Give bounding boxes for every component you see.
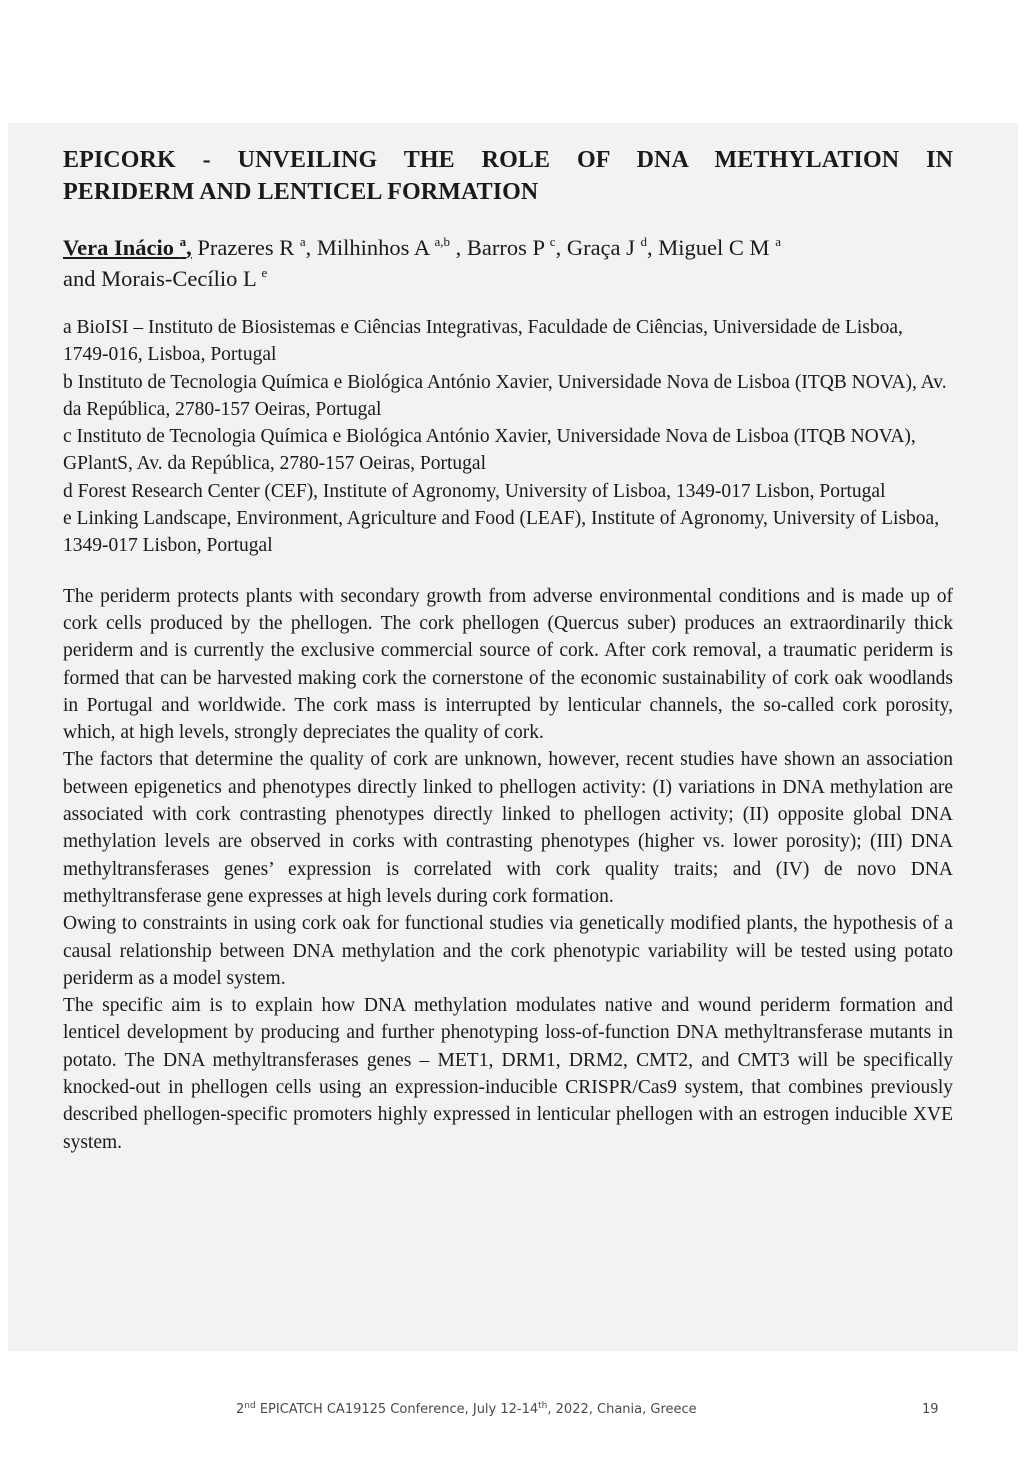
affiliation-c: c Instituto de Tecnologia Química e Biológica António Xavier, Universidade Nova de Lisboa (ITQB NOVA), GPlantS, Av. da República, 2780-157 Oeiras, Portugal — [63, 426, 916, 475]
author-separator: , — [647, 235, 659, 260]
author-separator: , — [555, 235, 567, 260]
conference-location: , 2022, Chania, Greece — [547, 1402, 697, 1417]
author-affiliation: c — [549, 234, 556, 249]
author-entry — [467, 235, 567, 260]
page-footer — [0, 1402, 1024, 1422]
paper-title — [63, 144, 953, 208]
author-affiliation: a — [299, 234, 306, 249]
author-entry — [658, 235, 781, 260]
affiliation-b: b Instituto de Tecnologia Química e Biológica António Xavier, Universidade Nova de Lisboa (ITQB NOVA), Av. da República, 2780-157 Oeiras, Portugal — [63, 371, 947, 420]
author-name: Barros P — [466, 235, 550, 260]
author-name: Graça J — [566, 235, 641, 260]
conference-info — [236, 1402, 697, 1417]
conference-name-dates: EPICATCH CA19125 Conference, July 12-14 — [255, 1402, 539, 1417]
conference-date-suffix: th — [538, 1401, 548, 1411]
last-author-name: and Morais-Cecílio L — [63, 266, 262, 291]
author-entry — [317, 235, 467, 260]
author-affiliation: a — [775, 234, 781, 249]
abstract-body — [63, 583, 953, 1156]
affiliation-d: d Forest Research Center (CEF), Institute of Agronomy, University of Lisboa, 1349-017 Lisbon, Portugal — [63, 480, 886, 502]
last-author-affiliation: e — [261, 265, 268, 280]
abstract-paragraph: Owing to constraints in using cork oak for functional studies via genetically modified plants, the hypothesis of a causal relationship between DNA methylation and the cork phenotypic variability will be tested using potato periderm as a model system. — [63, 913, 953, 989]
author-entry — [192, 235, 317, 260]
presenting-author-comma: , — [186, 235, 192, 260]
author-separator: , — [305, 235, 317, 260]
author-name: Miguel C M — [658, 235, 776, 260]
abstract-paragraph: The periderm protects plants with secondary growth from adverse environmental conditions and is made up of cork cells produced by the phellogen. The cork phellogen (Quercus suber) produces an extraordinarily thick periderm and is currently the exclusive commercial source of cork. After cork removal, a traumatic periderm is formed that can be harvested making cork the cornerstone of the economic sustainability of cork oak woodlands in Portugal and worldwide. The cork mass is interrupted by lenticular channels, the so-called cork porosity, which, at high levels, strongly depreciates the quality of cork. — [63, 585, 953, 744]
conference-edition: 2 — [236, 1402, 245, 1417]
conference-edition-suffix: nd — [244, 1401, 256, 1411]
affiliation-a: a BioISI – Instituto de Biosistemas e Ciências Integrativas, Faculdade de Ciências, Universidade de Lisboa, 1749-016, Lisboa, Portugal — [63, 317, 903, 366]
page-number: 19 — [922, 1402, 939, 1417]
presenting-author-name: Vera Inácio — [63, 235, 175, 260]
abstract-content — [63, 144, 953, 1156]
author-entry — [567, 235, 658, 260]
presenting-author — [63, 235, 192, 260]
last-author — [63, 266, 267, 291]
author-affiliation: d — [640, 234, 648, 249]
affiliations — [63, 314, 953, 560]
author-name: Prazeres R — [191, 235, 300, 260]
abstract-paragraph: The specific aim is to explain how DNA methylation modulates native and wound periderm formation and lenticel development by producing and further phenotyping loss-of-function DNA methyltransferase mutants in potato. The DNA methyltransferases genes – MET1, DRM1, DRM2, CMT2, and CMT3 will be specifically knocked-out in phellogen cells using an expression-inducible CRISPR/Cas9 system, that combines previously described phellogen-specific promoters highly expressed in lenticular phellogen with an estrogen inducible XVE system. — [63, 995, 953, 1153]
author-list — [63, 232, 953, 294]
title-line-2: PERIDERM AND LENTICEL FORMATION — [63, 179, 539, 205]
author-affiliation: a,b — [434, 234, 450, 249]
abstract-paragraph: The factors that determine the quality of cork are unknown, however, recent studies have shown an association between epigenetics and phenotypes directly linked to phellogen activity: (I) variations in DNA methylation are associated with cork contrasting phenotypes directly linked to phellogen activity; (II) opposite global DNA methylation levels are observed in corks with contrasting phenotypes (higher vs. lower porosity); (III) DNA methyltransferases genes’ expression is correlated with cork quality traits; and (IV) de novo DNA methyltransferase gene expresses at high levels during cork formation. — [63, 749, 953, 907]
author-name: Milhinhos A — [316, 235, 435, 260]
title-line-1: EPICORK - UNVEILING THE ROLE OF DNA METHYLATION IN — [63, 147, 953, 173]
author-separator: , — [450, 235, 467, 260]
affiliation-e: e Linking Landscape, Environment, Agriculture and Food (LEAF), Institute of Agronomy, University of Lisboa, 1349-017 Lisbon, Portugal — [63, 508, 940, 557]
presenting-author-affiliation: a — [179, 234, 187, 249]
